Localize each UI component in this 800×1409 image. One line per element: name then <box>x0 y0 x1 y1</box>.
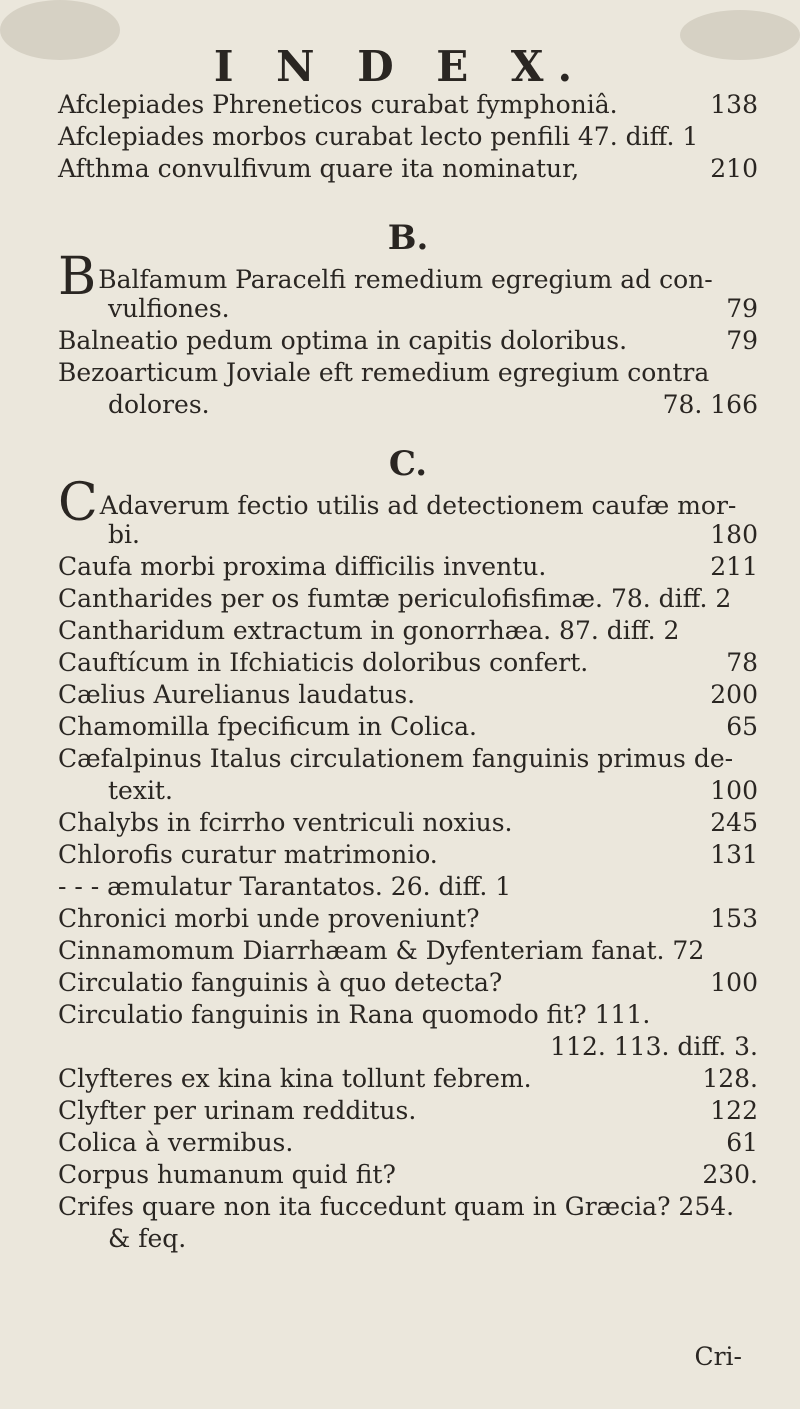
index-entry <box>58 1000 758 1032</box>
page-reference: 61 <box>726 1128 758 1157</box>
index-entry <box>58 808 758 840</box>
index-entry <box>58 473 758 533</box>
index-entry <box>58 776 758 808</box>
entry-text <box>58 1000 650 1029</box>
entry-text <box>58 616 679 645</box>
entry-label: Corpus humanum quid fit? <box>58 1160 396 1189</box>
entry-label: Chamomilla fpecificum in Colica. <box>58 712 477 741</box>
entry-text <box>108 294 230 323</box>
entry-label: - - - æmulatur Tarantatos. 26. diff. 1 <box>58 872 512 901</box>
entry-label: Cælius Aurelianus laudatus. <box>58 680 416 709</box>
index-entry <box>58 712 758 744</box>
index-entries <box>58 90 758 1256</box>
index-entry <box>58 247 758 307</box>
index-entry <box>58 584 758 616</box>
drop-capital: B <box>58 247 97 307</box>
page-reference: 211 <box>710 552 758 581</box>
entry-text <box>108 776 173 805</box>
entry-label: Afclepiades Phreneticos curabat fymphoniâ. <box>58 90 618 119</box>
entry-text <box>58 326 627 355</box>
entry-text <box>58 90 618 119</box>
entry-label: vulfiones. <box>108 294 230 323</box>
entry-text <box>58 122 698 151</box>
entry-text <box>58 904 480 933</box>
entry-label: Chronici morbi unde proveniunt? <box>58 904 480 933</box>
index-entry <box>58 968 758 1000</box>
entry-label: bi. <box>108 520 140 549</box>
index-entry <box>58 154 758 186</box>
entry-label: Balneatio pedum optima in capitis doloribus. <box>58 326 628 355</box>
index-entry <box>58 1128 758 1160</box>
page-reference: 100 <box>710 968 758 997</box>
index-entry <box>58 936 758 968</box>
entry-label: Clyfter per urinam redditus. <box>58 1096 417 1125</box>
entry-label: Balfamum Paracelfi remedium egregium ad con- <box>98 265 713 294</box>
entry-text <box>58 1192 734 1221</box>
entry-label: Afthma convulfivum quare ita nominatur, <box>58 154 580 183</box>
page-reference: 65 <box>726 712 758 741</box>
page-reference: 138 <box>710 90 758 119</box>
page-reference: 200 <box>710 680 758 709</box>
entry-label: & feq. <box>108 1224 187 1253</box>
entry-text <box>58 680 415 709</box>
index-entry <box>58 1160 758 1192</box>
index-entry <box>58 358 758 390</box>
index-entry <box>58 904 758 936</box>
index-entry <box>58 680 758 712</box>
entry-text <box>550 1032 758 1061</box>
index-entry <box>58 90 758 122</box>
section-letter: C. <box>388 444 428 484</box>
page-reference: 131 <box>710 840 758 869</box>
index-entry <box>58 122 758 154</box>
index-entry <box>58 744 758 776</box>
page-reference: 79 <box>726 294 758 323</box>
entry-text <box>58 744 733 773</box>
entry-text <box>58 552 546 581</box>
entry-text <box>58 247 713 307</box>
page-reference: 122 <box>710 1096 758 1125</box>
catchword: Cri- <box>694 1342 742 1371</box>
index-entry <box>58 872 758 904</box>
page-reference: 128. <box>702 1064 758 1093</box>
entry-text <box>58 968 502 997</box>
index-entry <box>58 1224 758 1256</box>
page-reference: 79 <box>726 326 758 355</box>
entry-text <box>58 358 709 387</box>
entry-text <box>58 154 579 183</box>
entry-text <box>58 936 704 965</box>
entry-text <box>58 808 513 837</box>
index-entry <box>58 520 758 552</box>
entry-label: Cinnamomum Diarrhæam & Dyfenteriam fanat. 72 <box>58 936 705 965</box>
index-entry <box>58 294 758 326</box>
index-entry <box>58 326 758 358</box>
index-entry <box>58 1032 758 1064</box>
entry-label: Afclepiades morbos curabat lecto penfili 47. diff. 1 <box>58 122 699 151</box>
page-reference: 230. <box>702 1160 758 1189</box>
entry-text <box>58 648 588 677</box>
index-entry <box>58 1192 758 1224</box>
entry-text <box>58 872 511 901</box>
entry-label: Chlorofis curatur matrimonio. <box>58 840 438 869</box>
entry-label: Cauftícum in Ifchiaticis doloribus confert. <box>58 648 589 677</box>
index-entry <box>58 390 758 422</box>
index-entry <box>58 840 758 872</box>
entry-text <box>58 473 737 533</box>
entry-label: Caufa morbi proxima difficilis inventu. <box>58 552 547 581</box>
entry-text <box>58 1064 532 1093</box>
index-entry <box>58 1064 758 1096</box>
page-reference: 245 <box>710 808 758 837</box>
index-entry <box>58 552 758 584</box>
entry-text <box>58 1160 396 1189</box>
entry-label: dolores. <box>108 390 210 419</box>
entry-label: Cantharides per os fumtæ periculofisfimæ. 78. diff. 2 <box>58 584 732 613</box>
page-reference: 210 <box>710 154 758 183</box>
entry-text <box>58 1128 293 1157</box>
drop-capital: C <box>58 473 98 533</box>
page-reference: 78. 166 <box>662 390 758 419</box>
entry-label: Circulatio fanguinis à quo detecta? <box>58 968 503 997</box>
page-reference: 153 <box>710 904 758 933</box>
index-entry <box>58 616 758 648</box>
entry-label: Cæfalpinus Italus circulationem fanguinis primus de- <box>58 744 734 773</box>
entry-label: Colica à vermibus. <box>58 1128 294 1157</box>
index-entry <box>58 648 758 680</box>
entry-text <box>58 840 438 869</box>
page-reference: 180 <box>710 520 758 549</box>
page-reference: 78 <box>726 648 758 677</box>
entry-text <box>58 712 477 741</box>
running-head: I N D E X. <box>213 42 587 91</box>
entry-text <box>108 390 210 419</box>
entry-label: 112. 113. diff. 3. <box>550 1032 758 1061</box>
entry-text <box>58 1096 416 1125</box>
entry-label: Bezoarticum Joviale eft remedium egregium contra <box>58 358 710 387</box>
entry-label: Cantharidum extractum in gonorrhæa. 87. diff. 2 <box>58 616 680 645</box>
entry-text <box>58 584 731 613</box>
entry-text <box>108 1224 186 1253</box>
entry-text <box>108 520 140 549</box>
page-reference: 100 <box>710 776 758 805</box>
entry-label: Chalybs in fcirrho ventriculi noxius. <box>58 808 513 837</box>
section-letter: B. <box>387 218 429 258</box>
entry-label: Adaverum fectio utilis ad detectionem caufæ mor- <box>99 491 737 520</box>
entry-label: Clyfteres ex kina kina tollunt febrem. <box>58 1064 532 1093</box>
index-entry <box>58 1096 758 1128</box>
entry-label: Circulatio fanguinis in Rana quomodo fit? 111. <box>58 1000 651 1029</box>
entry-label: texit. <box>108 776 173 805</box>
entry-label: Crifes quare non ita fuccedunt quam in Græcia? 254. <box>58 1192 735 1221</box>
